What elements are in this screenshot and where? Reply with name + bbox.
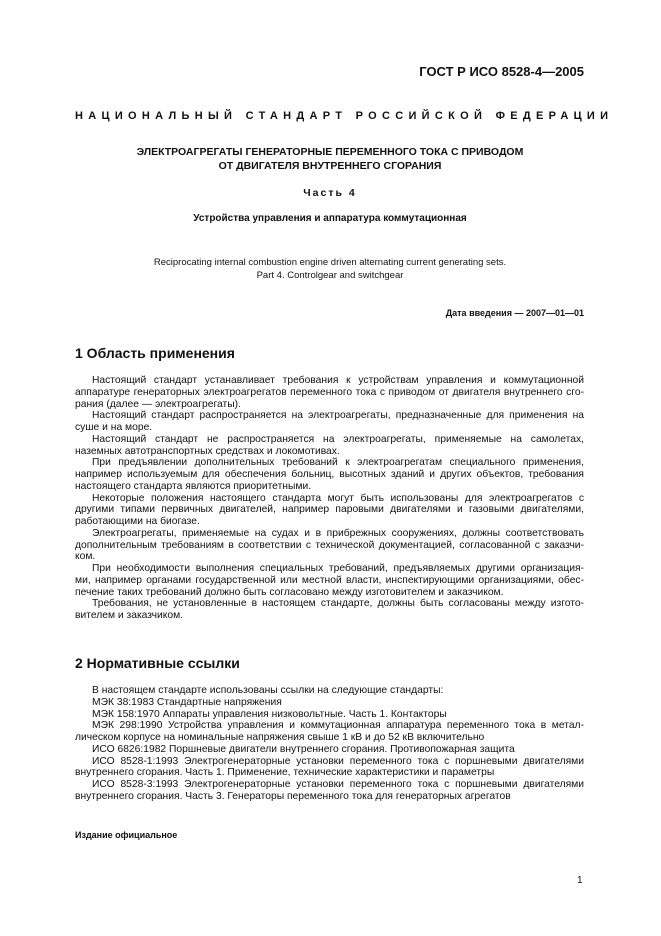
page-number: 1 [577,875,583,886]
introduction-date: Дата введения — 2007—01—01 [445,308,584,318]
text-line: другими типами первичных двигателей, например паровыми двигателями и газовыми двигателями, [75,504,584,516]
text-line: При предъявлении дополнительных требований к электроагрегатам специального применения, [92,457,584,469]
text-line: ИСО 8528-3:1993 Электрогенераторные установки переменного тока с поршневыми двигателями [92,779,584,790]
text-line: ком. [75,551,96,563]
title-line-1: ЭЛЕКТРОАГРЕГАТЫ ГЕНЕРАТОРНЫЕ ПЕРЕМЕННОГО ТОКА С ПРИВОДОМ [136,146,524,158]
part-label: Часть 4 [303,187,357,199]
text-line: печение таких требований должно быть согласовано между изготовителем и заказчиком. [75,586,504,598]
text-line: ИСО 8528-1:1993 Электрогенераторные установки переменного тока с поршневыми двигателями [92,755,584,767]
title-line-2: ОТ ДВИГАТЕЛЯ ВНУТРЕННЕГО СГОРАНИЯ [218,160,442,172]
text-line: При необходимости выполнения специальных требований, предъявляемых другими организация- [92,563,584,574]
standard-code: ГОСТ Р ИСО 8528-4—2005 [419,64,584,79]
section-2-body [75,685,584,803]
text-line: настоящего стандарта являются приоритетными. [75,480,312,492]
subtitle: Устройства управления и аппаратура коммутационная [193,213,467,224]
text-line: дополнительным требованиям в соответствии с технической документацией, согласованной с заказчи- [75,539,584,551]
text-line: работающими на биогазе. [75,516,200,527]
text-line: Настоящий стандарт распространяется на электроагрегаты, предназначенные для применения на [92,410,584,422]
text-line: суше и на море. [75,422,153,433]
english-title [75,256,585,282]
edition-note: Издание официальное [75,830,178,840]
text-line: например используемым для обеспечения больниц, высотных зданий и других объектов, требования [75,469,584,480]
text-line: аппаратуре генераторных электроагрегатов переменного тока с приводом от двигателя внутреннего сго- [75,386,584,398]
english-title-line-1: Reciprocating internal combustion engine driven alternating current generating sets. [153,257,507,268]
text-line: лическом корпусе на номинальные напряжения свыше 1 кВ и до 52 кВ включительно [75,732,485,743]
text-line: ИСО 6826:1982 Поршневые двигатели внутреннего сгорания. Противопожарная защита [92,743,515,755]
text-line: Настоящий стандарт устанавливает требования к устройствам управления и коммутационной [92,375,584,386]
english-title-line-2: Part 4. Controlgear and switchgear [256,270,404,281]
text-line: Настоящий стандарт не распространяется на электроагрегаты, применяемые на самолетах, [92,433,584,445]
section-1-heading: 1 Область применения [75,345,235,361]
national-standard-header: НАЦИОНАЛЬНЫЙ СТАНДАРТ РОССИЙСКОЙ ФЕДЕРАЦИИ [75,110,614,122]
section-2-heading: 2 Нормативные ссылки [75,655,240,671]
text-line: рания (далее — электроагрегаты). [75,398,241,410]
text-line: Требования, не установленные в настоящем стандарте, должны быть согласованы между изгото- [92,598,584,610]
section-1-body [75,375,584,622]
text-line: Электроагрегаты, применяемые на судах и в прибрежных сооружениях, должны соответствовать [92,527,584,539]
text-line: внутреннего сгорания. Часть 1. Применение, технические характеристики и параметры [75,767,495,779]
text-line: В настоящем стандарте использованы ссылки на следующие стандарты: [92,685,444,696]
text-line: МЭК 158:1970 Аппараты управления низковольтные. Часть 1. Контакторы [92,708,447,720]
document-title [75,145,585,173]
text-line: ми, например органами государственной или местной власти, инспектирующими организациями, обес- [75,574,584,586]
text-line: МЭК 38:1983 Стандартные напряжения [92,696,282,708]
text-line: наземных автотранспортных средствах и локомотивах. [75,445,340,457]
text-line: вителем и заказчиком. [75,610,184,621]
text-line: внутреннего сгорания. Часть 3. Генераторы переменного тока для генераторных агрегатов [75,790,511,802]
text-line: Некоторые положения настоящего стандарта могут быть использованы для электроагрегатов с [92,492,584,504]
text-line: МЭК 298:1990 Устройства управления и коммутационная аппаратура переменного тока в метал- [92,720,584,732]
